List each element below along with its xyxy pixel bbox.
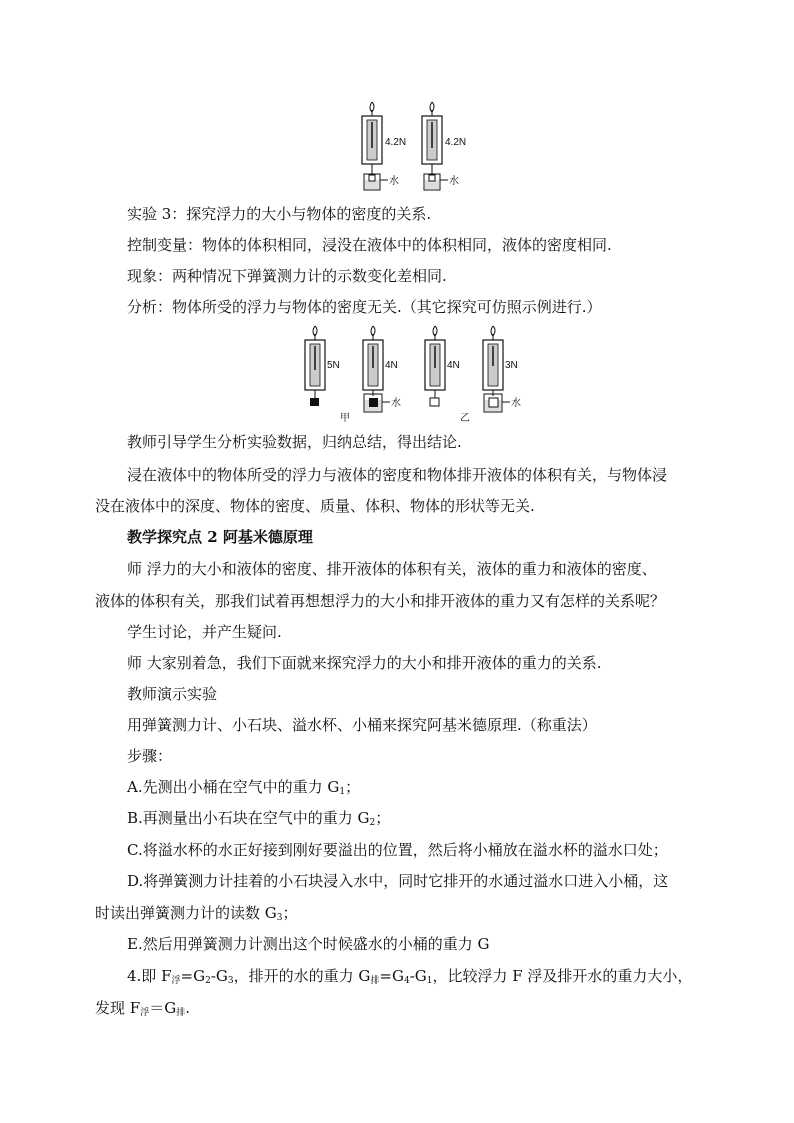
- step-d-line-1: D.将弹簧测力计挂着的小石块浸入水中，同时它排开的水通过溢水口进入小桶，这: [127, 872, 669, 890]
- reading-2: 4.2N: [445, 137, 467, 148]
- spring-scale-2: [422, 102, 442, 174]
- spring-scale-1: [362, 102, 382, 174]
- formula-line-2: 发现 $F_浮=G_排$.: [95, 999, 190, 1018]
- exp3-phenomenon: 现象：两种情况下弹簧测力计的示数变化差相同.: [127, 267, 447, 285]
- student-discuss: 学生讨论，并产生疑问.: [127, 623, 282, 641]
- teacher-statement: 师 大家别着急，我们下面就来探究浮力的大小和排开液体的重力的关系.: [127, 654, 602, 672]
- spring-scale-c: [425, 326, 445, 406]
- reading-1: 4.2N: [385, 137, 407, 148]
- reading-d: 3N: [505, 360, 518, 371]
- liquid-label-d: 水: [511, 398, 521, 409]
- section2-title: 教学探究点 2 阿基米德原理: [127, 528, 313, 546]
- beaker-2: [424, 174, 448, 190]
- step-b: B.再测量出小石块在空气中的重力 $G_2$；: [127, 809, 391, 828]
- spring-scale-a: [305, 326, 325, 406]
- step-d-line-2: 时读出弹簧测力计的读数 $G_3$；: [95, 904, 298, 923]
- conclusion-line-1: 浸在液体中的物体所受的浮力与液体的密度和物体排开液体的体积有关，与物体浸: [127, 466, 668, 484]
- beaker-1: [364, 174, 388, 190]
- figure-spring-scale-pair: [350, 100, 480, 192]
- teacher-question-line-2: 液体的体积有关，那我们试着再想想浮力的大小和排开液体的重力又有怎样的关系呢？: [95, 592, 666, 610]
- formula-line-1: 4.即 $F_浮=G_2-G_3$，排开的水的重力 $G_排=G_4-G_1$，比较浮力 F 浮及排开水的重力大小，: [127, 967, 693, 986]
- figure-four-spring-scales: [298, 324, 538, 424]
- exp3-control: 控制变量：物体的体积相同，浸没在液体中的体积相同，液体的密度相同.: [127, 236, 612, 254]
- liquid-label-1: 水: [389, 176, 399, 187]
- step-a: A.先测出小桶在空气中的重力 $G_1$；: [127, 778, 361, 797]
- teacher-question-line-1: 师 浮力的大小和液体的密度、排开液体的体积有关，液体的重力和液体的密度、: [127, 560, 657, 578]
- tools-text: 用弹簧测力计、小石块、溢水杯、小桶来探究阿基米德原理.（称重法）: [127, 716, 597, 734]
- conclusion-line-2: 没在液体中的深度、物体的密度、质量、体积、物体的形状等无关.: [95, 497, 535, 515]
- group-label-jia: 甲: [340, 413, 350, 424]
- exp3-analysis: 分析：物体所受的浮力与物体的密度无关.（其它探究可仿照示例进行.）: [127, 298, 602, 316]
- step-c: C.将溢水杯的水正好接到刚好要溢出的位置，然后将小桶放在溢水杯的溢水口处；: [127, 841, 668, 859]
- reading-c: 4N: [447, 360, 460, 371]
- exp3-title: 实验 3：探究浮力的大小与物体的密度的关系.: [127, 205, 432, 223]
- group-label-yi: 乙: [460, 413, 470, 424]
- steps-label: 步骤：: [127, 747, 173, 765]
- liquid-label-2: 水: [449, 176, 459, 187]
- step-e: E.然后用弹簧测力计测出这个时候盛水的小桶的重力 G: [127, 935, 490, 953]
- liquid-label-b: 水: [391, 398, 401, 409]
- guide-text: 教师引导学生分析实验数据，归纳总结，得出结论.: [127, 433, 462, 451]
- reading-a: 5N: [327, 360, 340, 371]
- demo-label: 教师演示实验: [127, 685, 218, 703]
- reading-b: 4N: [385, 360, 398, 371]
